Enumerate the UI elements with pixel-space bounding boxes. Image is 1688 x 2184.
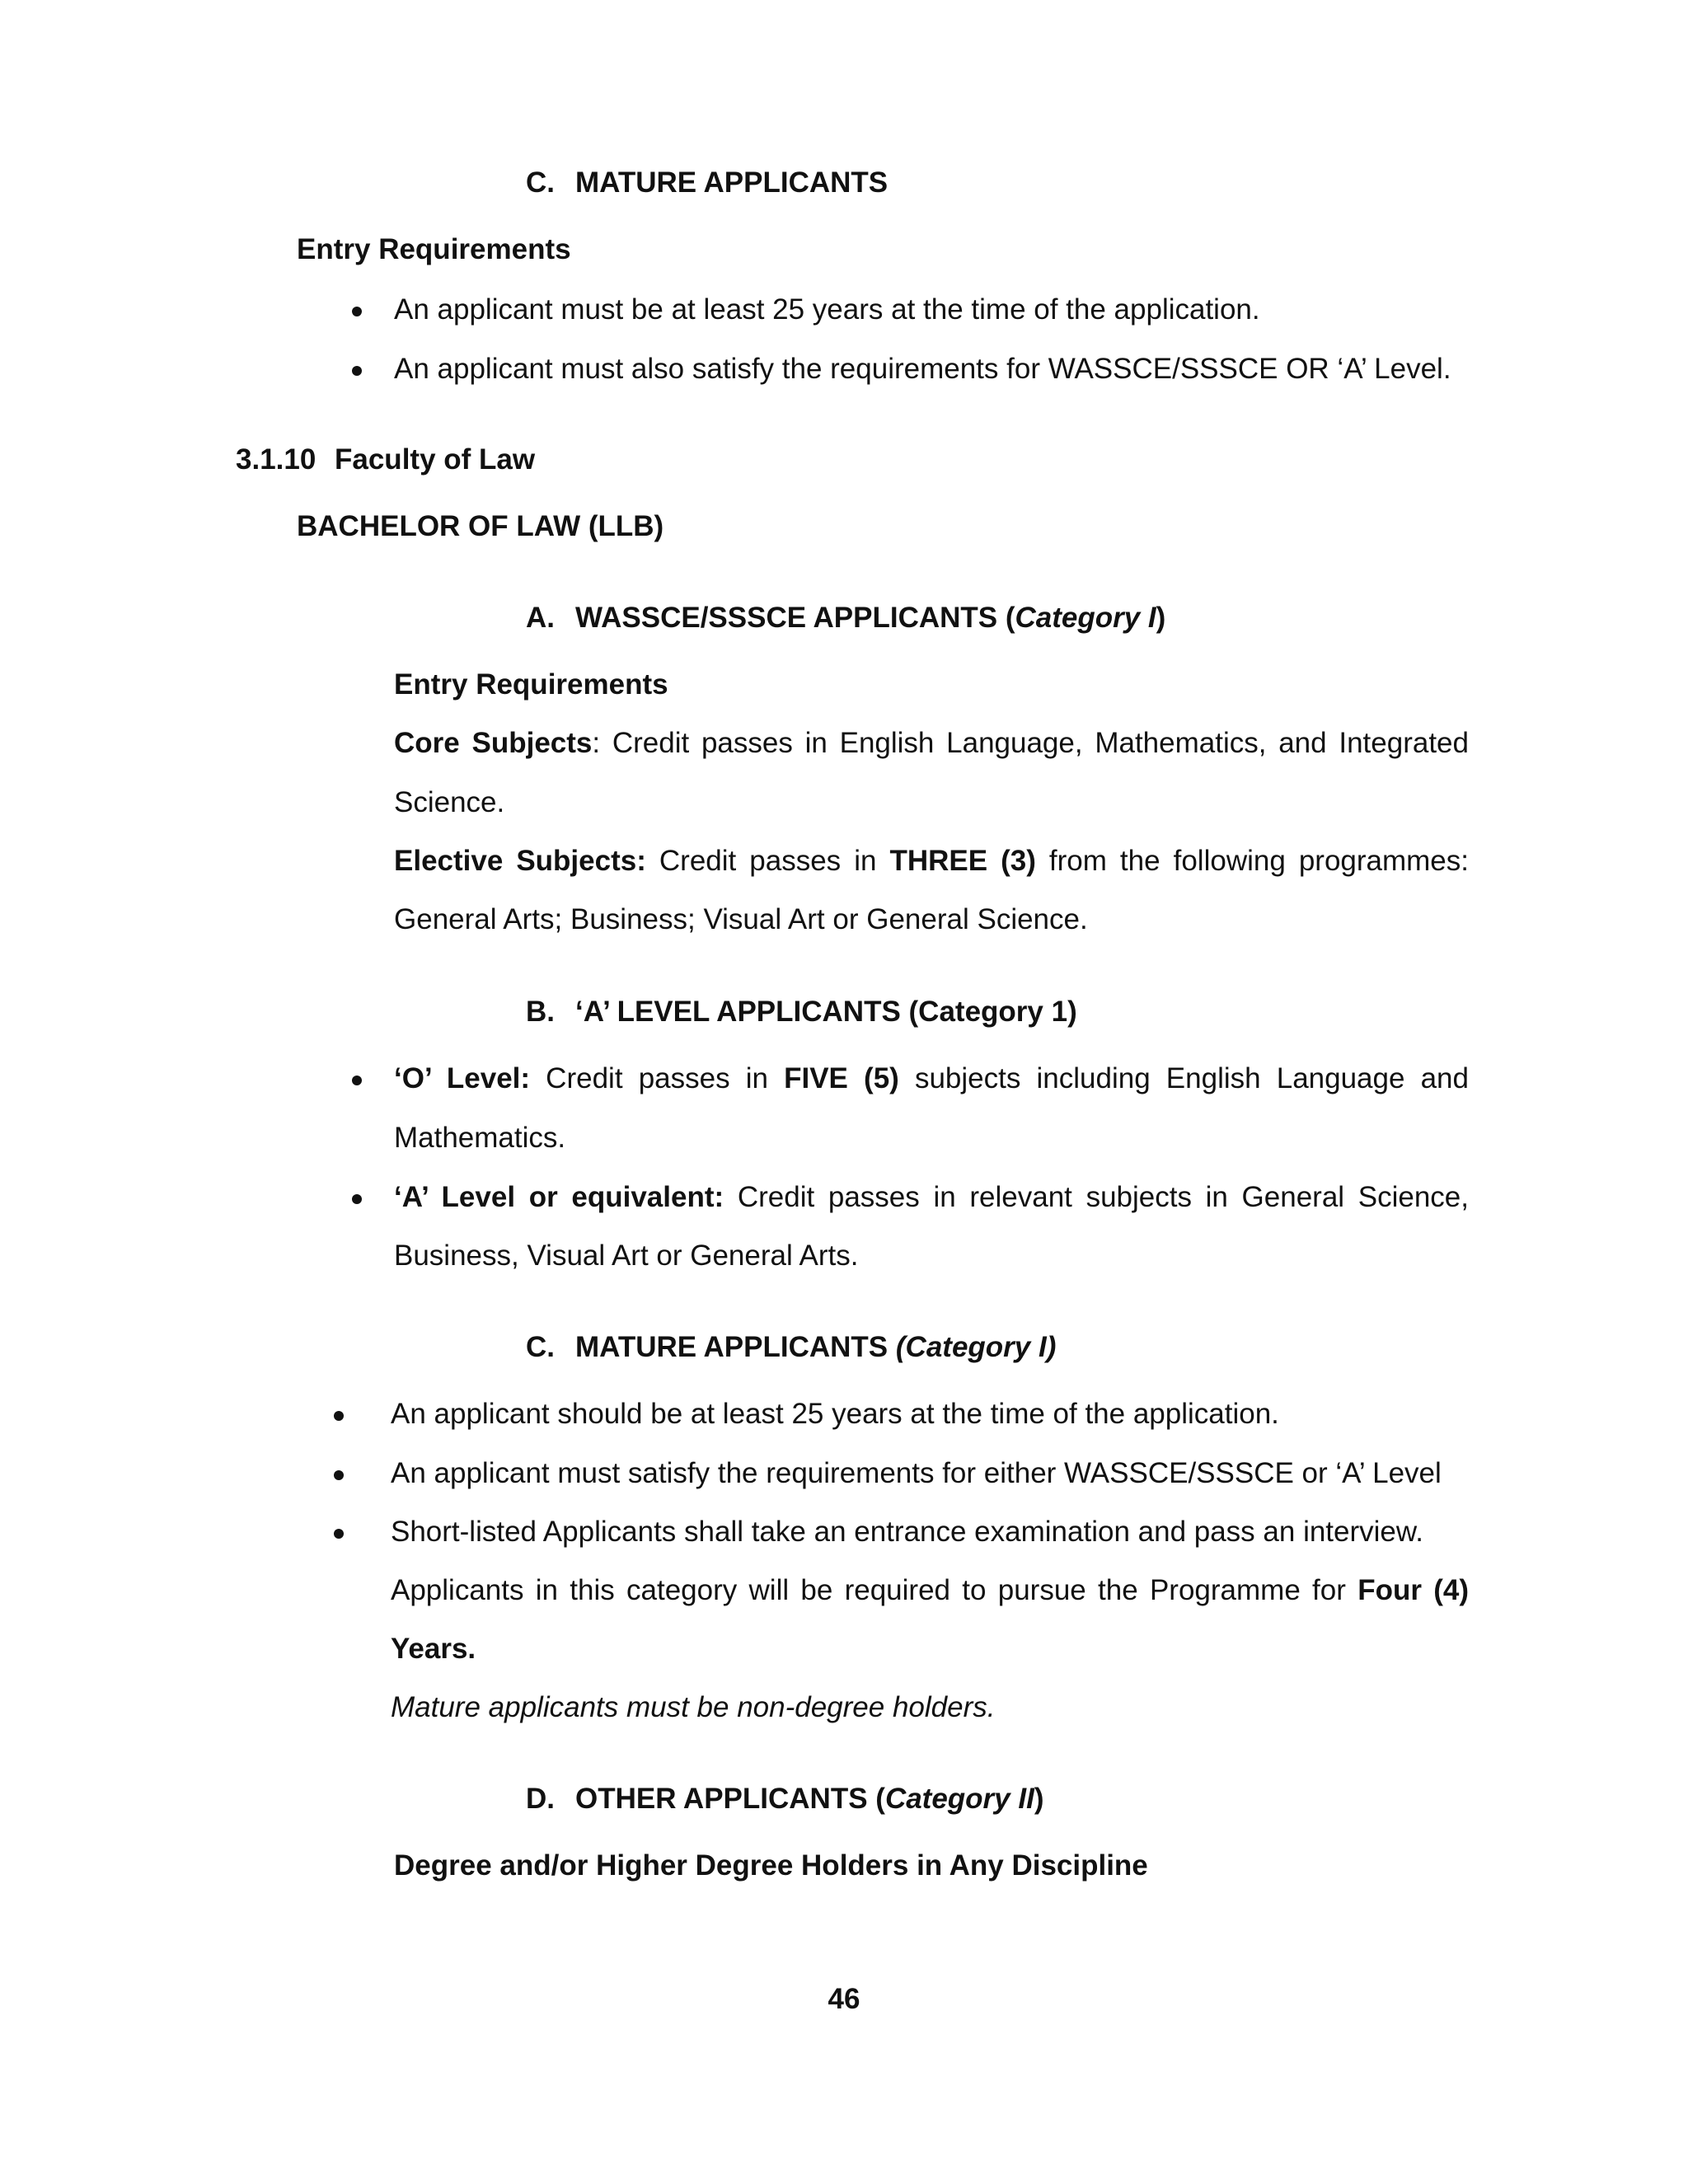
list-item: An applicant must be at least 25 years at the time of the application.	[394, 293, 1260, 326]
bullet-icon	[352, 1194, 362, 1204]
core-subjects-label: Core Subjects	[394, 727, 593, 759]
list-item: Short-listed Applicants shall take an entrance examination and pass an interview.	[391, 1516, 1423, 1548]
elective-count: THREE (3)	[889, 845, 1036, 877]
list-item: An applicant should be at least 25 years at the time of the application.	[391, 1398, 1279, 1430]
o-level-line	[394, 1061, 1469, 1097]
category-label: (Category I)	[895, 1331, 1057, 1363]
bullet-icon	[334, 1529, 344, 1539]
entry-requirements-heading: Entry Requirements	[394, 668, 668, 701]
bullet-icon	[334, 1411, 344, 1421]
category-label: Category I	[1015, 602, 1156, 634]
close-paren: )	[1156, 602, 1166, 634]
faculty-title: Faculty of Law	[335, 443, 536, 476]
list-item: An applicant must satisfy the requirements for either WASSCE/SSSCE or ‘A’ Level	[391, 1457, 1442, 1489]
section-letter: C.	[526, 1331, 555, 1363]
duration-text: Applicants in this category will be required to pursue the Programme for	[391, 1574, 1358, 1606]
section-number: 3.1.10	[236, 443, 316, 476]
o-level-text: Credit passes in	[530, 1062, 785, 1094]
section-letter: D.	[526, 1783, 555, 1815]
section-heading-mature-top	[526, 165, 888, 201]
o-level-count: FIVE (5)	[784, 1062, 899, 1094]
section-title: OTHER APPLICANTS (	[575, 1783, 885, 1815]
section-title: WASSCE/SSSCE APPLICANTS (	[575, 602, 1015, 634]
close-paren: )	[1034, 1783, 1044, 1815]
duration-line	[391, 1572, 1469, 1609]
other-applicants-subheading: Degree and/or Higher Degree Holders in Any Discipline	[394, 1849, 1148, 1882]
bullet-icon	[334, 1470, 344, 1480]
page-number: 46	[828, 1983, 860, 2015]
duration-continuation: Years.	[391, 1633, 476, 1665]
category-label: Category II	[884, 1783, 1034, 1815]
section-heading-d	[526, 1781, 1043, 1817]
section-heading-b	[526, 994, 1077, 1030]
bullet-icon	[352, 366, 362, 376]
elective-subjects-continuation: General Arts; Business; Visual Art or General Science.	[394, 903, 1088, 935]
a-level-line	[394, 1179, 1469, 1216]
mature-note: Mature applicants must be non-degree holders.	[391, 1691, 996, 1723]
section-title: MATURE APPLICANTS	[575, 1331, 896, 1363]
o-level-continuation: Mathematics.	[394, 1122, 566, 1154]
elective-subjects-line	[394, 843, 1469, 879]
section-title: MATURE APPLICANTS	[575, 166, 889, 199]
section-letter: A.	[526, 602, 555, 634]
program-heading: BACHELOR OF LAW (LLB)	[297, 510, 664, 542]
a-level-continuation: Business, Visual Art or General Arts.	[394, 1240, 859, 1272]
section-title: ‘A’ LEVEL APPLICANTS (Category 1)	[575, 996, 1077, 1028]
core-subjects-line	[394, 725, 1469, 762]
core-subjects-continuation: Science.	[394, 786, 505, 818]
entry-requirements-heading: Entry Requirements	[297, 233, 571, 265]
bullet-icon	[352, 307, 362, 316]
o-level-label: ‘O’ Level:	[394, 1062, 531, 1094]
duration-value: Four (4)	[1357, 1574, 1469, 1606]
section-heading-a	[526, 600, 1165, 636]
elective-subjects-label: Elective Subjects:	[394, 845, 646, 877]
faculty-heading	[236, 442, 535, 478]
bullet-icon	[352, 1076, 362, 1085]
elective-text: Credit passes in	[645, 845, 890, 877]
section-heading-c	[526, 1329, 1056, 1366]
a-level-text: Credit passes in relevant subjects in General Science,	[724, 1181, 1469, 1213]
core-subjects-text: : Credit passes in English Language, Mathematics, and Integrated	[592, 727, 1469, 759]
a-level-label: ‘A’ Level or equivalent:	[394, 1181, 724, 1213]
section-letter: B.	[526, 996, 555, 1028]
section-letter: C.	[526, 166, 555, 199]
list-item: An applicant must also satisfy the requirements for WASSCE/SSSCE OR ‘A’ Level.	[394, 353, 1451, 385]
o-level-text: subjects including English Language and	[898, 1062, 1469, 1094]
elective-text: from the following programmes:	[1035, 845, 1469, 877]
